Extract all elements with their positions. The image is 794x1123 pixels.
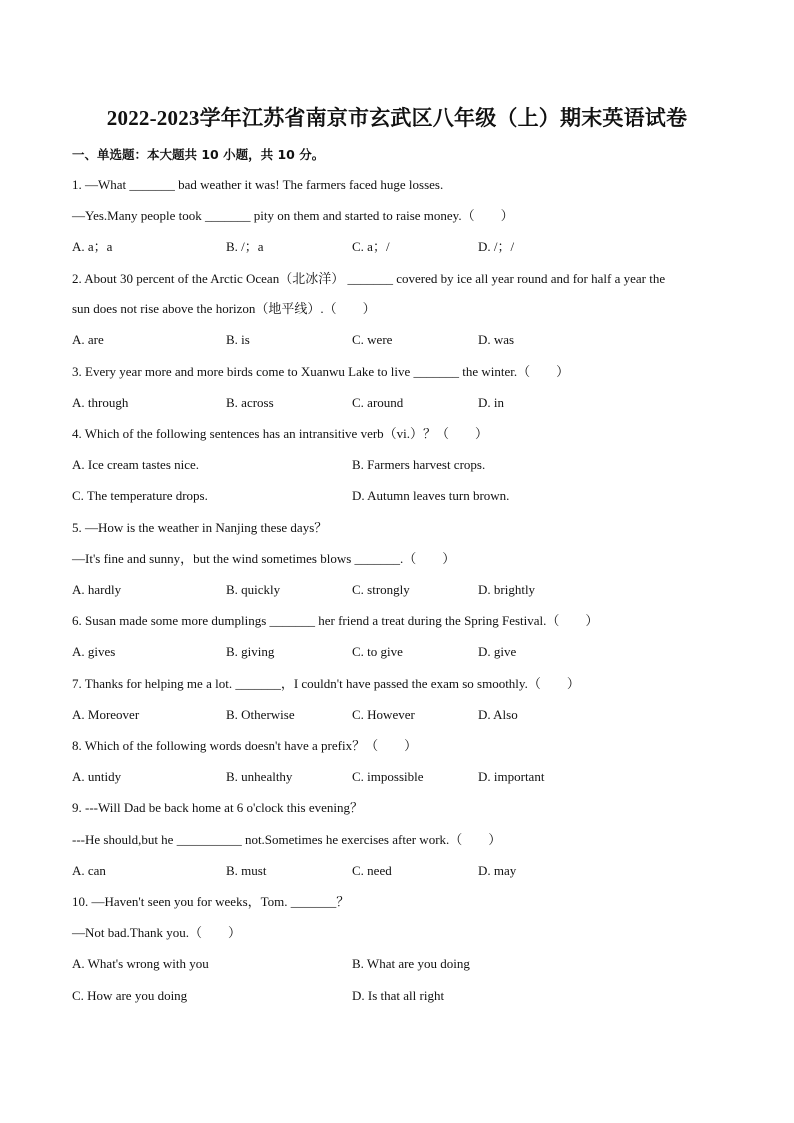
question-8-option-a: A. untidy [72,769,122,784]
page-title: 2022-2023学年江苏省南京市玄武区八年级（上）期末英语试卷 [106,106,688,130]
question-7-option-d: D. Also [478,707,518,722]
question-4-option-c: C. The temperature drops. [72,488,208,503]
question-3-option-b: B. across [226,395,274,410]
question-6-line-1: 6. Susan made some more dumplings _______ her friend a treat during the Spring Festival.（ ） [72,613,599,628]
question-7-option-a: A. Moreover [72,707,140,722]
question-3-option-c: C. around [352,395,404,410]
question-6-option-c: C. to give [352,644,403,659]
question-1-line-1: 1. —What _______ bad weather it was! The farmers faced huge losses. [72,177,444,192]
question-8-line-1: 8. Which of the following words doesn't have a prefix？（ ） [72,738,418,753]
question-10-option-b: B. What are you doing [352,956,470,971]
question-5-option-a: A. hardly [72,582,122,597]
question-6-option-a: A. gives [72,644,116,659]
question-6-option-d: D. give [478,644,517,659]
section-heading: 一、单选题：本大题共 10 小题，共 10 分。 [72,147,325,162]
question-6-option-b: B. giving [226,644,275,659]
question-9-option-a: A. can [72,863,106,878]
question-4-option-a: A. Ice cream tastes nice. [72,457,200,472]
question-3-line-1: 3. Every year more and more birds come to Xuanwu Lake to live _______ the winter.（ ） [72,364,570,379]
question-4-line-1: 4. Which of the following sentences has an intransitive verb（vi.）？（ ） [72,426,489,441]
question-10-option-a: A. What's wrong with you [72,956,209,971]
question-10-line-1: 10. —Haven't seen you for weeks，Tom. _______？ [72,894,350,909]
question-10-line-2: —Not bad.Thank you.（ ） [72,925,241,940]
question-2-line-2: sun does not rise above the horizon（地平线）.（ ） [72,301,376,316]
question-1-option-d: D. /；/ [478,239,515,254]
question-5-line-1: 5. —How is the weather in Nanjing these days？ [72,520,328,535]
question-5-line-2: —It's fine and sunny，but the wind sometimes blows _______.（ ） [72,551,456,566]
question-4-option-d: D. Autumn leaves turn brown. [352,488,510,503]
question-1-line-2: —Yes.Many people took _______ pity on them and started to raise money.（ ） [72,208,514,223]
question-5-option-c: C. strongly [352,582,410,597]
question-9-option-c: C. need [352,863,392,878]
question-9-line-2: ---He should,but he __________ not.Sometimes he exercises after work.（ ） [72,832,502,847]
question-2-option-d: D. was [478,332,515,347]
question-7-line-1: 7. Thanks for helping me a lot. _______，I couldn't have passed the exam so smoothly.（ ） [72,676,580,691]
question-5-option-b: B. quickly [226,582,281,597]
question-1-option-a: A. a；a [72,239,113,254]
question-2-option-c: C. were [352,332,393,347]
question-9-option-d: D. may [478,863,517,878]
question-9-option-b: B. must [226,863,267,878]
question-3-option-d: D. in [478,395,504,410]
question-1-option-b: B. /；a [226,239,264,254]
question-8-option-d: D. important [478,769,545,784]
question-1-option-c: C. a；/ [352,239,390,254]
question-2-option-a: A. are [72,332,104,347]
question-10-option-d: D. Is that all right [352,988,445,1003]
question-2-line-1: 2. About 30 percent of the Arctic Ocean（北冰洋） _______ covered by ice all year round and for half a year the [72,271,666,286]
question-10-option-c: C. How are you doing [72,988,188,1003]
question-8-option-b: B. unhealthy [226,769,293,784]
question-4-option-b: B. Farmers harvest crops. [352,457,486,472]
question-3-option-a: A. through [72,395,129,410]
question-7-option-b: B. Otherwise [226,707,295,722]
question-9-line-1: 9. ---Will Dad be back home at 6 o'clock this evening？ [72,800,363,815]
question-7-option-c: C. However [352,707,415,722]
question-8-option-c: C. impossible [352,769,424,784]
question-2-option-b: B. is [226,332,250,347]
question-5-option-d: D. brightly [478,582,536,597]
